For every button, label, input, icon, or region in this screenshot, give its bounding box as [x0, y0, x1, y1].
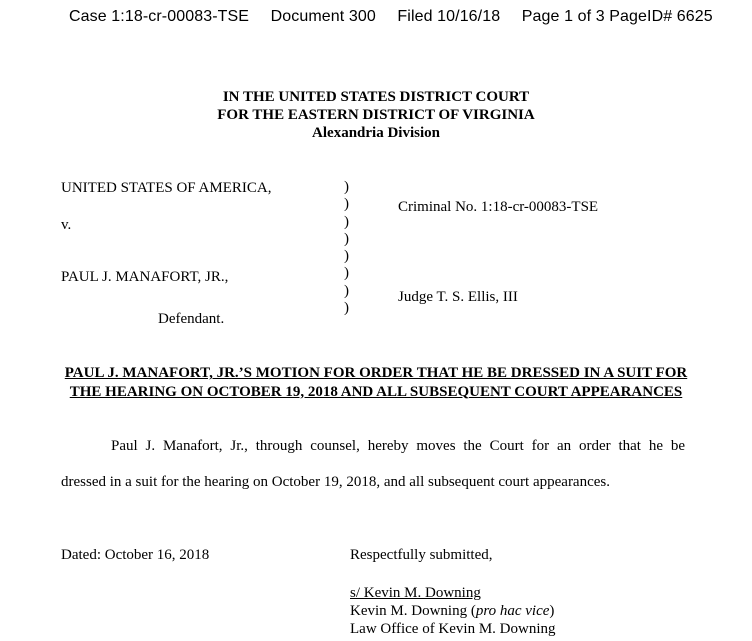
criminal-number: Criminal No. 1:18-cr-00083-TSE: [398, 199, 599, 215]
electronic-signature: s/ Kevin M. Downing: [350, 585, 481, 601]
paren: ): [344, 300, 349, 317]
court-heading-division: Alexandria Division: [312, 125, 440, 141]
closing: Respectfully submitted,: [350, 547, 493, 563]
paren: ): [344, 265, 349, 282]
filing-header: [69, 8, 713, 26]
court-heading-line2: FOR THE EASTERN DISTRICT OF VIRGINIA: [217, 107, 535, 123]
motion-body-text1: Paul J. Manafort, Jr., through counsel, hereby moves the Court for an order that he be: [111, 438, 685, 454]
caption-parentheses: [344, 179, 349, 317]
attorney-name: Kevin M. Downing (pro hac vice): [350, 603, 555, 619]
defendant-label: Defendant.: [158, 311, 225, 327]
paren: ): [344, 213, 349, 230]
motion-title: PAUL J. MANAFORT, JR.’S MOTION FOR ORDER THAT HE BE DRESSED IN A SUIT FOR THE HEARING ON OCTOBER 19, 2018 AND ALL SUBSEQUENT COURT APPEARANCES: [64, 365, 688, 400]
versus: v.: [61, 217, 72, 233]
paren: ): [344, 230, 349, 247]
motion-body-line2: dressed in a suit for the hearing on October 19, 2018, and all subsequent court appearances.: [61, 474, 610, 490]
pro-hac-vice: pro hac vice: [475, 603, 550, 619]
document-number: Document 300: [270, 8, 376, 25]
paren: ): [344, 196, 349, 213]
paren: ): [344, 248, 349, 265]
dated: Dated: October 16, 2018: [61, 547, 210, 563]
judge: Judge T. S. Ellis, III: [398, 289, 518, 305]
paren: ): [344, 179, 349, 195]
case-number: Case 1:18-cr-00083-TSE: [69, 8, 250, 25]
law-firm: Law Office of Kevin M. Downing: [350, 621, 556, 637]
paren: ): [344, 282, 349, 299]
motion-body-line1: [61, 437, 685, 455]
page-info: Page 1 of 3 PageID# 6625: [521, 8, 713, 25]
filed-date: Filed 10/16/18: [397, 8, 501, 25]
plaintiff: UNITED STATES OF AMERICA,: [61, 180, 272, 196]
court-heading-line1: IN THE UNITED STATES DISTRICT COURT: [222, 89, 530, 105]
defendant: PAUL J. MANAFORT, JR.,: [61, 269, 229, 285]
